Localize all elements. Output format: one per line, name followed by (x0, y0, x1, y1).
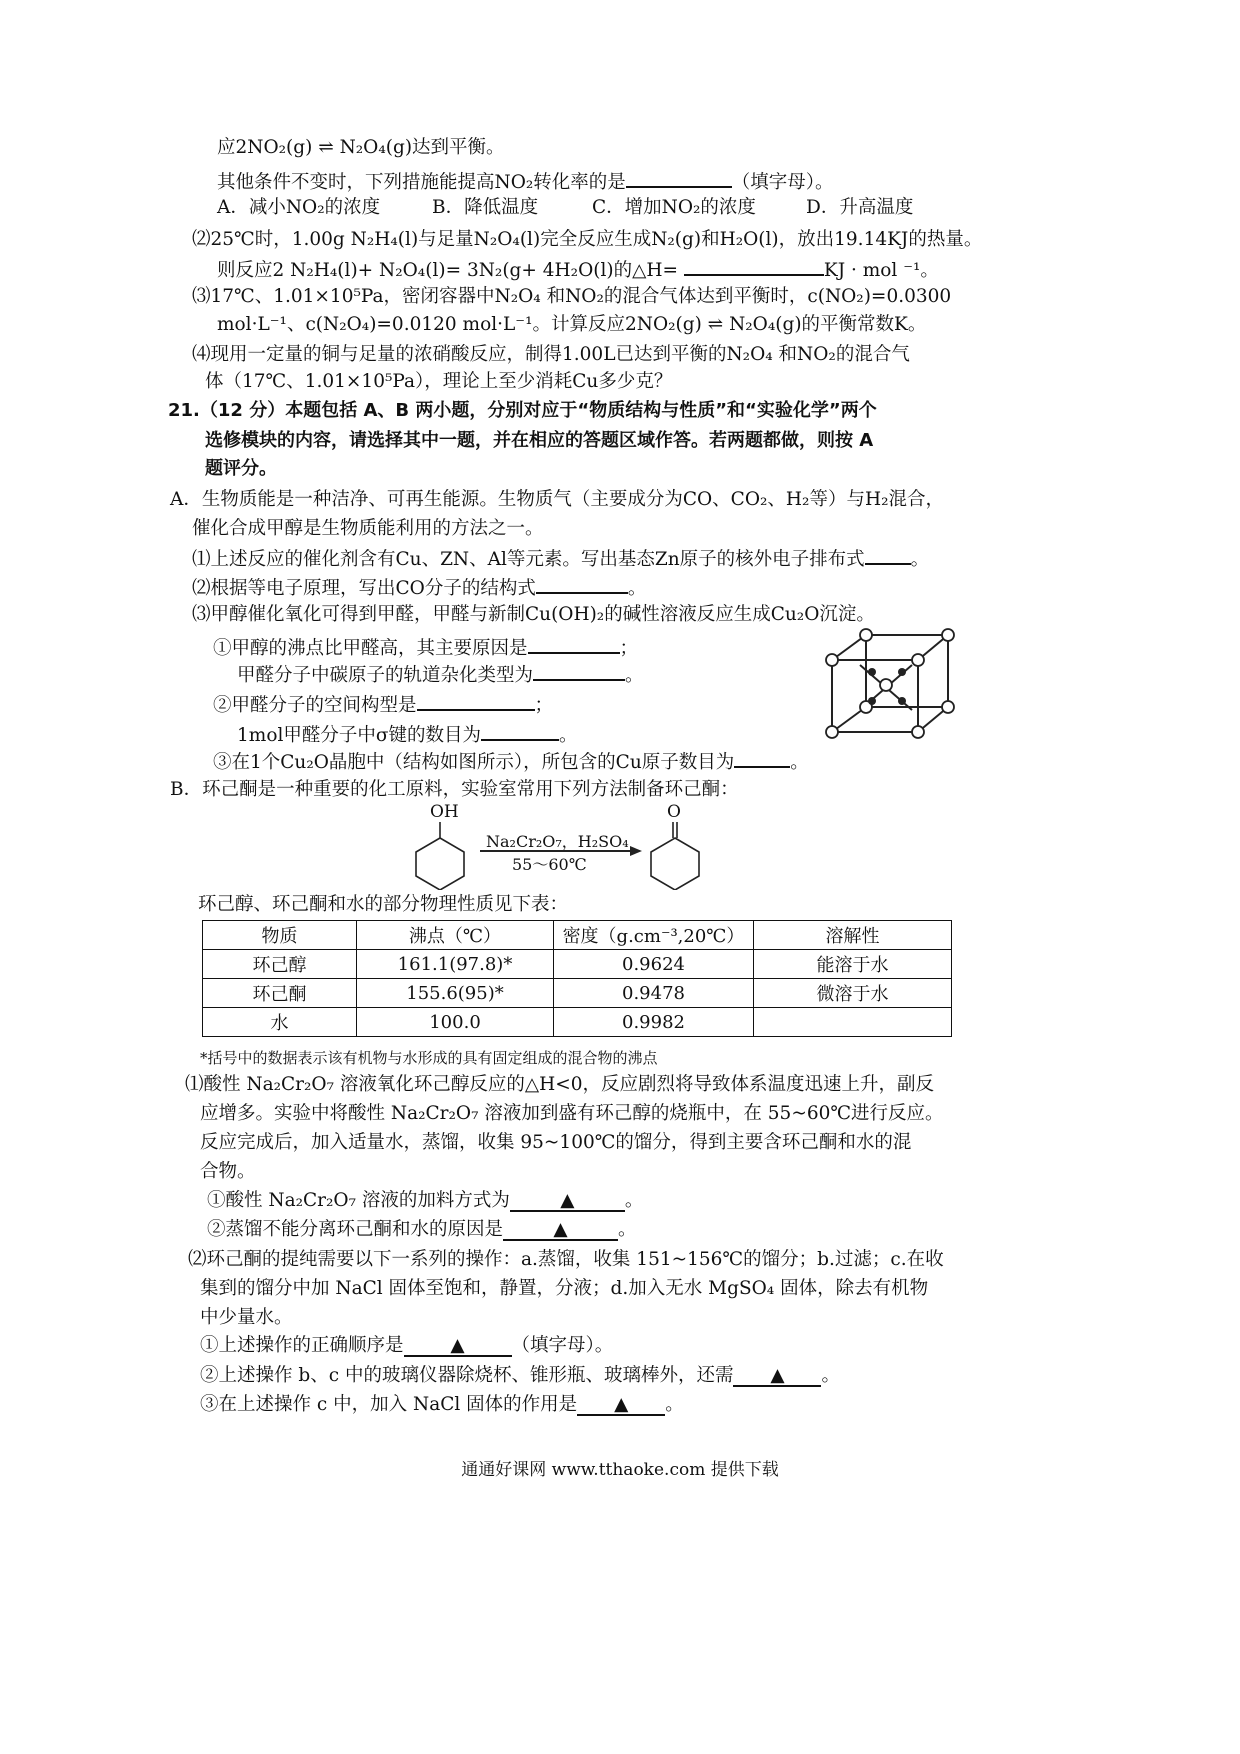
answer-blank (865, 545, 911, 565)
table-cell: 环己醇 (203, 950, 357, 979)
question-text: 。 (910, 549, 930, 570)
text-line: mol·L⁻¹、c(N₂O₄)=0.0120 mol·L⁻¹。计算反应2NO₂(g) ⇌ N₂O₄(g)的平衡常数K。 (217, 314, 927, 335)
answer-blank (481, 721, 559, 741)
hydroxyl-label: OH (430, 802, 459, 822)
text-line: 体（17℃、1.01×10⁵Pa），理论上至少消耗Cu多少克？ (205, 371, 673, 392)
text-line (200, 1393, 684, 1417)
text-line: 反应完成后，加入适量水，蒸馏，收集 95~100℃的馏分，得到主要含环己酮和水的混 (200, 1132, 912, 1153)
text-line (192, 545, 929, 572)
question-text: 。 (627, 578, 647, 599)
question-text: ； (534, 695, 554, 716)
text-line (207, 1218, 637, 1242)
text-line (213, 691, 553, 718)
text-line: 集到的馏分中加 NaCl 固体至饱和，静置，分液；d.加入无水 MgSO₄ 固体，除去有机物 (200, 1278, 929, 1299)
header-cell: 物质 (203, 921, 357, 950)
table-cell: 水 (203, 1008, 357, 1037)
option-c: C．增加NO₂的浓度 (592, 197, 756, 218)
answer-blank: ▲ (503, 1221, 618, 1241)
text-line: B．环己酮是一种重要的化工原料，实验室常用下列方法制备环己酮： (170, 779, 739, 800)
answer-blank (528, 634, 620, 654)
option-d: D．升高温度 (806, 197, 914, 218)
text-line (217, 256, 939, 283)
question-text: ①甲醇的沸点比甲醛高，其主要原因是 (213, 638, 528, 659)
question-text: ②蒸馏不能分离环己酮和水的原因是 (207, 1219, 504, 1240)
header-cell: 密度（g.cm⁻³,20℃） (554, 921, 754, 950)
table-cell: 0.9478 (554, 979, 754, 1008)
text-line: 中少量水。 (200, 1307, 293, 1328)
question-21-heading: 题评分。 (205, 458, 277, 479)
text-line: ⑶甲醇催化氧化可得到甲醛，甲醛与新制Cu(OH)₂的碱性溶液反应生成Cu₂O沉淀。 (192, 604, 875, 625)
table-cell: 能溶于水 (754, 950, 952, 979)
answer-blank (684, 256, 824, 276)
text-line: 合物。 (200, 1161, 256, 1182)
cyclohexanol-structure (410, 820, 470, 890)
question-text: ③在1个Cu₂O晶胞中（结构如图所示），所包含的Cu原子数目为 (213, 752, 735, 773)
answer-blank: ▲ (577, 1396, 665, 1416)
question-text: 则反应2 N₂H₄(l)+ N₂O₄(l)= 3N₂(g+ 4H₂O(l)的△H= (217, 260, 678, 281)
table-cell: 155.6(95)* (357, 979, 554, 1008)
carbonyl-label: O (667, 802, 681, 822)
question-21-heading: 选修模块的内容，请选择其中一题，并在相应的答题区域作答。若两题都做，则按 A (205, 430, 874, 451)
question-text: 。 (790, 752, 809, 773)
text-line (217, 168, 834, 195)
table-intro: 环己醇、环己酮和水的部分物理性质见下表： (198, 894, 569, 915)
text-line: 应增多。实验中将酸性 Na₂Cr₂O₇ 溶液加到盛有环己醇的烧瓶中，在 55~60℃进行反应。 (200, 1103, 944, 1124)
text-line (200, 1364, 840, 1388)
text-line: ⑵25℃时，1.00g N₂H₄(l)与足量N₂O₄(l)完全反应生成N₂(g)和H₂O(l)，放出19.14KJ的热量。 (192, 229, 983, 250)
answer-blank: ▲ (733, 1367, 821, 1387)
header-cell: 溶解性 (754, 921, 952, 950)
question-text: KJ · mol ⁻¹。 (823, 260, 939, 281)
question-text: 1mol甲醛分子中σ键的数目为 (237, 725, 481, 746)
question-text: （填字母）。 (511, 1335, 614, 1356)
table-cell: 161.1(97.8)* (357, 950, 554, 979)
table-cell: 微溶于水 (754, 979, 952, 1008)
question-text: 。 (665, 1394, 684, 1415)
question-21-heading: 21.（12 分）本题包括 A、B 两小题，分别对应于“物质结构与性质”和“实验化学”两个 (168, 400, 877, 421)
question-text: ⑴上述反应的催化剂含有Cu、ZN、Al等元素。写出基态Zn原子的核外电子排布式 (192, 549, 865, 570)
text-line (213, 748, 809, 775)
text-line: A．生物质能是一种洁净、可再生能源。生物质气（主要成分为CO、CO₂、H₂等）与H₂混合， (170, 489, 945, 510)
table-cell: 100.0 (357, 1008, 554, 1037)
question-text: 。 (821, 1365, 840, 1386)
question-text: ①上述操作的正确顺序是 (200, 1335, 404, 1356)
table-footnote: *括号中的数据表示该有机物与水形成的具有固定组成的混合物的沸点 (200, 1049, 658, 1067)
table-cell: 环己酮 (203, 979, 357, 1008)
question-text: 。 (618, 1219, 637, 1240)
conditions-label: 55～60℃ (512, 855, 587, 874)
question-text: 甲醛分子中碳原子的轨道杂化类型为 (237, 665, 534, 686)
answer-blank: ▲ (404, 1337, 512, 1357)
options-line (217, 196, 913, 220)
option-b: B．降低温度 (432, 197, 539, 218)
table-row (203, 979, 952, 1008)
question-text: ③在上述操作 c 中，加入 NaCl 固体的作用是 (200, 1394, 578, 1415)
question-text: ； (619, 638, 639, 659)
question-text: ⑵根据等电子原理，写出CO分子的结构式 (192, 578, 536, 599)
text-line (200, 1334, 613, 1358)
text-line: ⑷现用一定量的铜与足量的浓硝酸反应，制得1.00L已达到平衡的N₂O₄ 和NO₂的混合气 (192, 344, 910, 365)
option-a: A．减小NO₂的浓度 (217, 197, 381, 218)
text-line (207, 1189, 643, 1213)
answer-blank (533, 661, 625, 681)
cu2o-crystal-cell-diagram (822, 625, 957, 740)
answer-blank (417, 691, 535, 711)
header-cell: 沸点（℃） (357, 921, 554, 950)
question-text: ②甲醛分子的空间构型是 (213, 695, 417, 716)
page-footer: 通通好课网 www.tthaoke.com 提供下载 (461, 1460, 779, 1480)
question-text: 其他条件不变时，下列措施能提高NO₂转化率的是 (217, 172, 626, 193)
answer-blank (626, 168, 732, 188)
text-line: ⑵环己酮的提纯需要以下一系列的操作：a.蒸馏，收集 151~156℃的馏分；b.过滤；c.在收 (188, 1249, 944, 1270)
question-text: 。 (625, 665, 644, 686)
text-line: ⑶17℃、1.01×10⁵Pa，密闭容器中N₂O₄ 和NO₂的混合气体达到平衡时，c(NO₂)=0.0300 (192, 286, 952, 307)
text-line (213, 634, 638, 661)
table-cell: 0.9624 (554, 950, 754, 979)
text-line (237, 661, 644, 688)
answer-blank (734, 748, 790, 768)
cyclohexanone-structure (645, 820, 705, 890)
text-line (192, 574, 646, 601)
answer-blank (536, 574, 628, 594)
text-line: 催化合成甲醇是生物质能利用的方法之一。 (192, 518, 544, 539)
reagents-label: Na₂Cr₂O₇，H₂SO₄ (486, 832, 629, 851)
table-header-row (203, 921, 952, 950)
question-text: （填字母）。 (731, 172, 834, 193)
text-line (237, 721, 578, 748)
question-text: 。 (559, 725, 578, 746)
question-text: ①酸性 Na₂Cr₂O₇ 溶液的加料方式为 (207, 1190, 510, 1211)
table-cell (754, 1008, 952, 1037)
table-cell: 0.9982 (554, 1008, 754, 1037)
text-line: 应2NO₂(g) ⇌ N₂O₄(g)达到平衡。 (217, 137, 505, 158)
table-row (203, 950, 952, 979)
properties-table (202, 920, 952, 1037)
question-text: 。 (624, 1190, 644, 1211)
answer-blank: ▲ (510, 1192, 625, 1212)
question-text: ②上述操作 b、c 中的玻璃仪器除烧杯、锥形瓶、玻璃棒外，还需 (200, 1365, 734, 1386)
text-line: ⑴酸性 Na₂Cr₂O₇ 溶液氧化环己醇反应的△H<0，反应剧烈将导致体系温度迅速上升，副反 (185, 1074, 935, 1095)
table-row (203, 1008, 952, 1037)
